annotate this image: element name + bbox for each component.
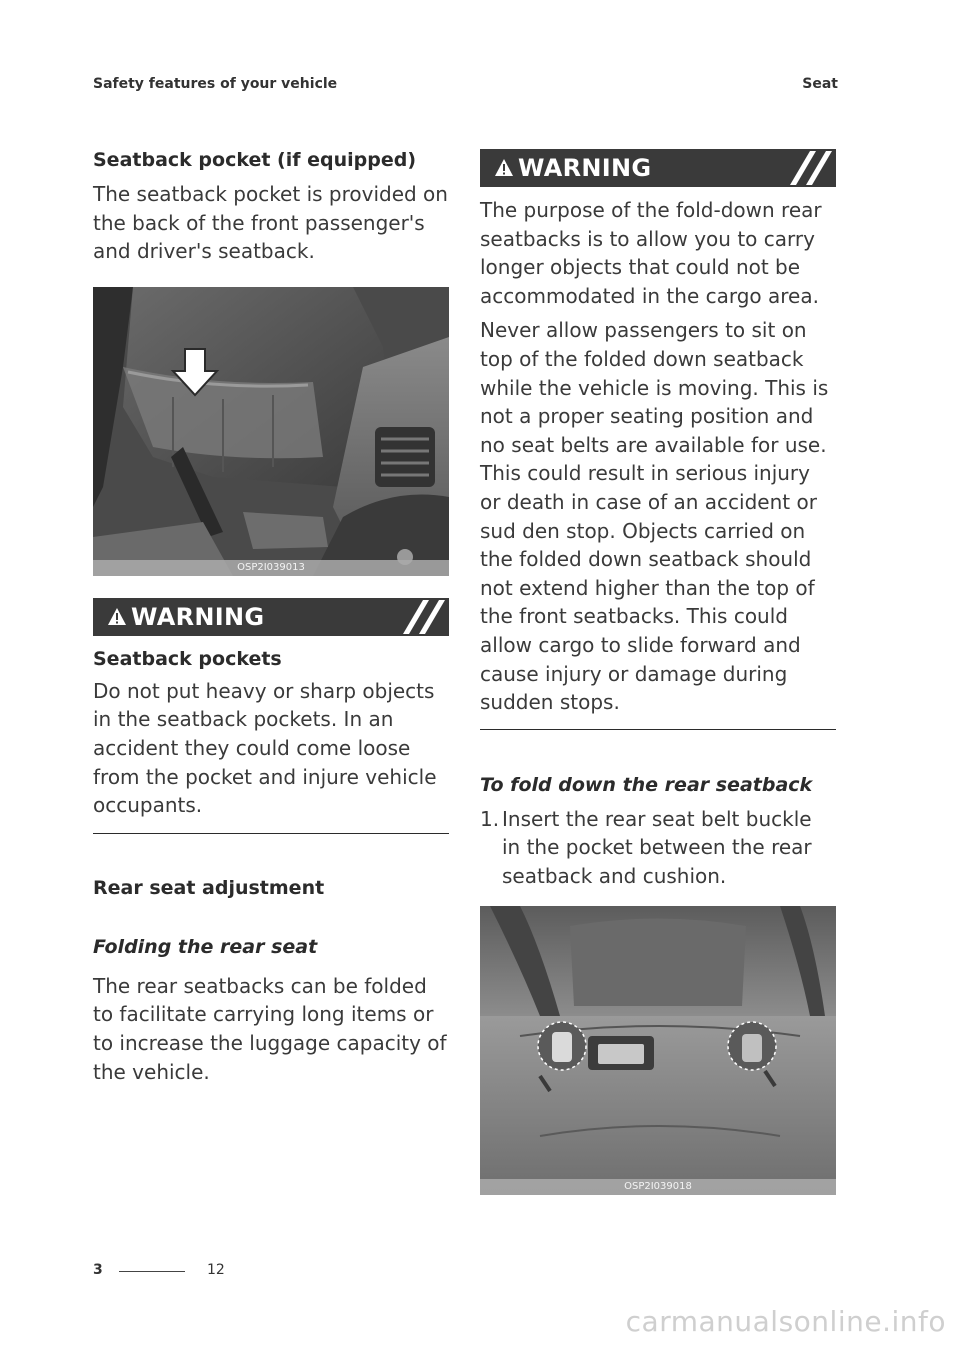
warning-paragraph-2: Never allow passengers to sit on top of the folded down seatback while the vehicle is moving. This is not a proper seating position and no seat belts are available for use. This could result in serious injury or death in case of an accident or sud den stop. Objects carried on the folded down seatback should not extend higher than the top of the front seatbacks. This could allow cargo to slide forward and cause injury or damage during sudden stops. [480, 318, 829, 715]
step-number: 1. [480, 806, 500, 831]
seatback-pocket-illustration [93, 287, 449, 576]
rear-seat-figure [480, 906, 836, 1195]
rear-seat-illustration [480, 906, 836, 1195]
warning-end-rule [93, 833, 449, 834]
figure-caption: OSP2I039013 [93, 560, 449, 576]
warning-paragraph-1: The purpose of the fold-down rear seatbacks is to allow you to carry longer objects that could not be accommodated in the cargo area. [480, 198, 822, 308]
warning-banner [480, 149, 836, 187]
page-number: 12 [207, 1262, 225, 1278]
warning-text: Do not put heavy or sharp objects in the seatback pockets. In an accident they could come loose from the pocket and injure vehicle occupants. [93, 678, 437, 818]
intro-paragraph: The seatback pocket is provided on the back of the front passenger's and driver's seatback. [93, 182, 448, 264]
fold-down-title: To fold down the rear seatback [480, 773, 813, 796]
warning-end-rule [480, 729, 836, 730]
section-title: Seatback pocket (if equipped) [93, 149, 417, 171]
rear-seat-title: Rear seat adjustment [93, 876, 325, 899]
warning-triangle-icon [494, 158, 514, 178]
warning-label: WARNING [518, 154, 652, 182]
warning-slashes-icon [782, 149, 832, 187]
step-item [480, 805, 836, 891]
left-column [93, 146, 449, 1086]
right-column [480, 149, 836, 1195]
folding-paragraph: The rear seatbacks can be folded to facilitate carrying long items or to increase the luggage capacity of the vehicle. [93, 973, 447, 1084]
warning-triangle-icon [107, 607, 127, 627]
warning-slashes-icon [395, 598, 445, 636]
step-text: Insert the rear seat belt buckle in the pocket between the rear seatback and cushion. [502, 806, 812, 888]
warning-subtitle: Seatback pockets [93, 647, 282, 670]
seatback-pocket-figure [93, 287, 449, 576]
chapter-number: 3 [93, 1262, 103, 1278]
figure-caption: OSP2I039018 [480, 1179, 836, 1195]
running-header-topic: Seat [802, 76, 838, 92]
running-header-section: Safety features of your vehicle [93, 76, 338, 92]
warning-banner [93, 598, 449, 636]
footer-rule [119, 1271, 185, 1272]
folding-title: Folding the rear seat [93, 935, 318, 958]
watermark: carmanualsonline.info [625, 1305, 946, 1338]
warning-label: WARNING [131, 602, 265, 631]
